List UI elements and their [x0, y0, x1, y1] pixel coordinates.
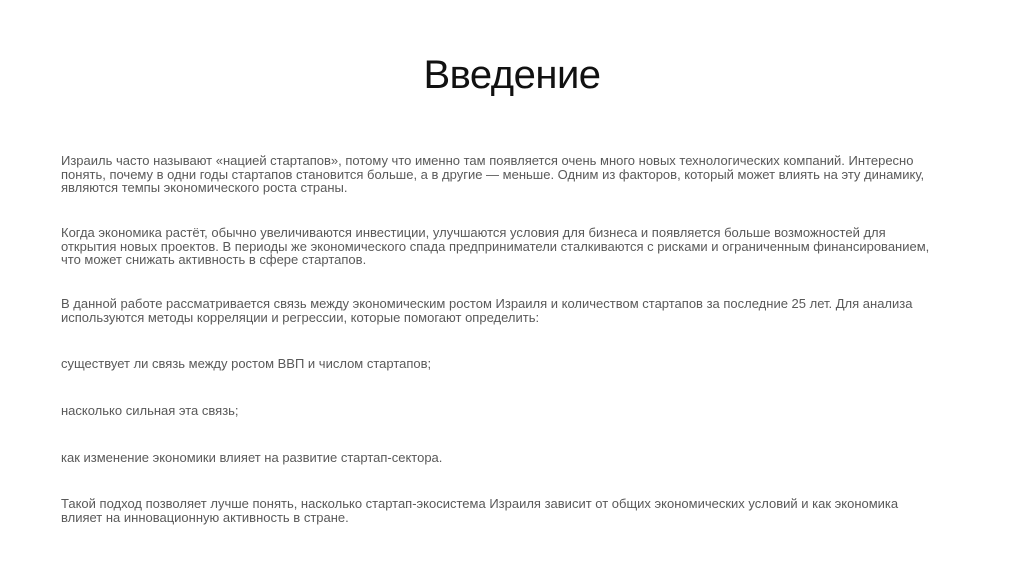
list-item-impact: как изменение экономики влияет на развитие стартап-сектора. — [61, 450, 443, 465]
paragraph-intro: Израиль часто называют «нацией стартапов», потому что именно там появляется очень много новых технологических компаний. Интересно понять, почему в одни годы стартапов становится больше, а в другие — меньше. Одним из факторов, который может влиять на эту динамику, являются темпы экономического роста страны. — [61, 153, 925, 195]
slide-title: Введение — [423, 53, 601, 97]
paragraph-conclusion: Такой подход позволяет лучше понять, насколько стартап-экосистема Израиля зависит от общих экономических условий и как экономика влияет на инновационную активность в стране. — [61, 496, 899, 525]
paragraph-economy: Когда экономика растёт, обычно увеличиваются инвестиции, улучшаются условия для бизнеса и появляется больше возможностей для открытия новых проектов. В периоды же экономического спада предприниматели сталкиваются с рисками и ограниченным финансированием, что может снижать активность в сфере стартапов. — [61, 225, 930, 267]
list-item-strength: насколько сильная эта связь; — [61, 403, 239, 418]
paragraph-method: В данной работе рассматривается связь между экономическим ростом Израиля и количеством стартапов за последние 25 лет. Для анализа используются методы корреляции и регрессии, которые помогают определить: — [61, 296, 913, 325]
list-item-gdp-link: существует ли связь между ростом ВВП и числом стартапов; — [61, 356, 432, 371]
